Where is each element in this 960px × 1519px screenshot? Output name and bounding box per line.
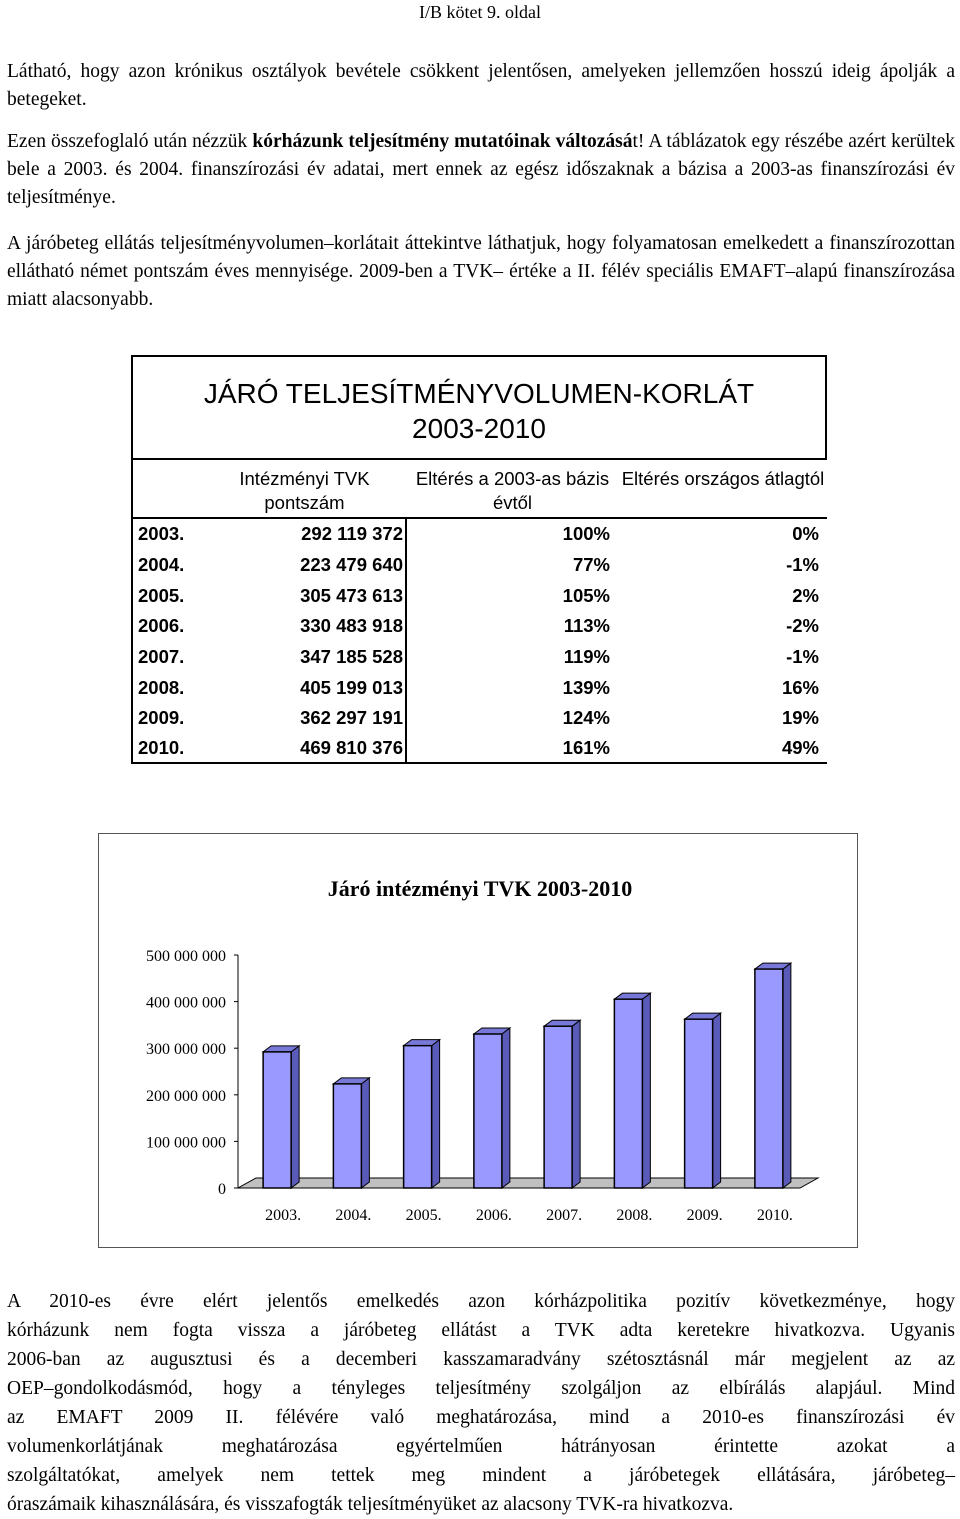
table-title-line2: 2003-2010 — [412, 413, 546, 444]
x-tick-label: 2008. — [616, 1207, 653, 1224]
paragraph-4 — [7, 1287, 955, 1519]
table-cell-base-deviation: 77% — [572, 554, 610, 575]
bar-side — [713, 1013, 721, 1188]
y-tick-label: 400 000 000 — [146, 994, 226, 1012]
table-cell-national-deviation: 16% — [781, 677, 819, 698]
bar-side — [432, 1040, 440, 1188]
table-cell-national-deviation: -2% — [786, 615, 819, 636]
y-tick-label: 500 000 000 — [146, 948, 226, 965]
paragraph-2-end: t! A táblázatok egy részébe azért kerültek bele a 2003. és 2004. finanszírozási év adatai, mert ennek az egész időszaknak a bázisa a 2003-as finanszírozási év teljesítménye. — [7, 131, 956, 208]
table-cell-base-deviation: 119% — [563, 646, 610, 667]
paragraph-1: Látható, hogy azon krónikus osztályok bevétele csökkent jelentősen, amelyeken jellemzően hosszú ideig ápolják a betegeket. — [7, 61, 955, 110]
paragraph-4-line: óraszámaik kihasználására, és visszafogták teljesítményüket az alacsony TVK-ra hivatkozva. — [7, 1494, 734, 1515]
chart-bar — [333, 1084, 361, 1188]
chart-bar — [755, 969, 783, 1188]
table-cell-tvk: 305 473 613 — [300, 585, 403, 606]
y-tick-label: 0 — [218, 1181, 226, 1198]
y-tick-label: 100 000 000 — [146, 1134, 226, 1152]
page-header: I/B kötet 9. oldal — [419, 2, 541, 22]
paragraph-4-line: az EMAFT 2009 II. félévére való meghatározása, mind a 2010-es finanszírozási év — [7, 1407, 955, 1428]
chart-bar — [474, 1034, 502, 1188]
x-tick-label: 2010. — [756, 1207, 793, 1224]
paragraph-4-line: 2006-ban az augusztusi és a decemberi kasszamaradvány szétosztásnál már megjelent az az — [7, 1349, 955, 1370]
table-header-base-deviation: Eltérés a 2003-as bázis évtől — [415, 468, 610, 513]
paragraph-2-start: Ezen összefoglaló után nézzük — [7, 131, 253, 152]
bar-side — [291, 1046, 299, 1188]
table-cell-year: 2010. — [138, 737, 185, 758]
x-tick-label: 2004. — [335, 1207, 372, 1224]
table-title-line1: JÁRÓ TELJESÍTMÉNYVOLUMEN-KORLÁT — [203, 378, 755, 409]
x-tick-label: 2007. — [546, 1207, 583, 1224]
y-tick-label: 200 000 000 — [146, 1087, 226, 1105]
table-cell-year: 2006. — [138, 615, 185, 636]
paragraph-4-line: volumenkorlátjának meghatározása egyértelműen hátrányosan érintette azokat a — [7, 1436, 955, 1457]
y-tick-label: 300 000 000 — [146, 1041, 226, 1059]
x-tick-label: 2003. — [265, 1207, 302, 1224]
bar-side — [502, 1028, 510, 1188]
paragraph-2-bold: kórházunk teljesítmény mutatóinak változásá — [252, 131, 633, 152]
paragraph-4-line: kórházunk nem fogta vissza a járóbeteg ellátást a TVK adta keretekre hivatkozva. Ugyanis — [7, 1320, 955, 1341]
chart-bar — [404, 1046, 432, 1188]
bar-side — [783, 963, 791, 1188]
table-cell-national-deviation: -1% — [786, 554, 819, 575]
table-cell-tvk: 292 119 372 — [301, 523, 403, 544]
paragraph-4-line: szolgáltatókat, amelyek nem tettek meg mindent a járóbetegek ellátására, járóbeteg– — [7, 1465, 955, 1486]
paragraph-4-line: OEP–gondolkodásmód, hogy a tényleges teljesítmény szolgáljon az elbírálás alapjául. Mind — [7, 1378, 955, 1399]
chart-bar — [544, 1026, 572, 1188]
table-cell-base-deviation: 139% — [562, 677, 610, 698]
table-cell-national-deviation: -1% — [786, 646, 819, 667]
x-tick-label: 2006. — [475, 1207, 512, 1224]
table-header-tvk: Intézményi TVK pontszám — [239, 468, 370, 513]
table-cell-tvk: 405 199 013 — [300, 677, 403, 698]
table-cell-year: 2004. — [138, 554, 185, 575]
table-cell-year: 2005. — [138, 585, 185, 606]
chart-bar — [263, 1052, 291, 1188]
table-cell-tvk: 362 297 191 — [300, 707, 403, 728]
table-cell-year: 2009. — [138, 707, 185, 728]
table-cell-base-deviation: 105% — [562, 585, 610, 606]
table-cell-base-deviation: 113% — [563, 615, 610, 636]
x-tick-label: 2009. — [686, 1207, 723, 1224]
chart-floor — [238, 1178, 818, 1188]
table-cell-national-deviation: 49% — [781, 737, 819, 758]
chart-bar — [685, 1019, 713, 1188]
paragraph-4-line: A 2010-es évre elért jelentős emelkedés azon kórházpolitika pozitív következménye, hogy — [7, 1291, 955, 1312]
table-header-national-deviation: Eltérés országos átlagtól — [621, 468, 825, 489]
table-cell-tvk: 223 479 640 — [300, 554, 403, 575]
table-cell-national-deviation: 0% — [792, 523, 819, 544]
table-cell-base-deviation: 100% — [562, 523, 610, 544]
bar-side — [361, 1078, 369, 1188]
table-cell-base-deviation: 124% — [562, 707, 610, 728]
bar-side — [642, 993, 650, 1188]
chart-title: Járó intézményi TVK 2003-2010 — [327, 876, 633, 901]
table-cell-year: 2003. — [138, 523, 185, 544]
x-tick-label: 2005. — [405, 1207, 442, 1224]
table-cell-tvk: 347 185 528 — [300, 646, 403, 667]
table-cell-year: 2007. — [138, 646, 185, 667]
table-cell-tvk: 469 810 376 — [300, 737, 403, 758]
table-cell-national-deviation: 2% — [792, 585, 819, 606]
table-cell-year: 2008. — [138, 677, 185, 698]
table-cell-tvk: 330 483 918 — [300, 615, 403, 636]
paragraph-3: A járóbeteg ellátás teljesítményvolumen–korlátait áttekintve láthatjuk, hogy folyamatosan emelkedett a finanszírozottan ellátható német pontszám éves mennyisége. 2009-ben a TVK– értéke a II. félév speciális EMAFT–alapú finanszírozása miatt alacsonyabb. — [7, 233, 955, 310]
chart-bar — [614, 999, 642, 1188]
bar-side — [572, 1020, 580, 1188]
table-cell-base-deviation: 161% — [562, 737, 610, 758]
table-cell-national-deviation: 19% — [781, 707, 819, 728]
